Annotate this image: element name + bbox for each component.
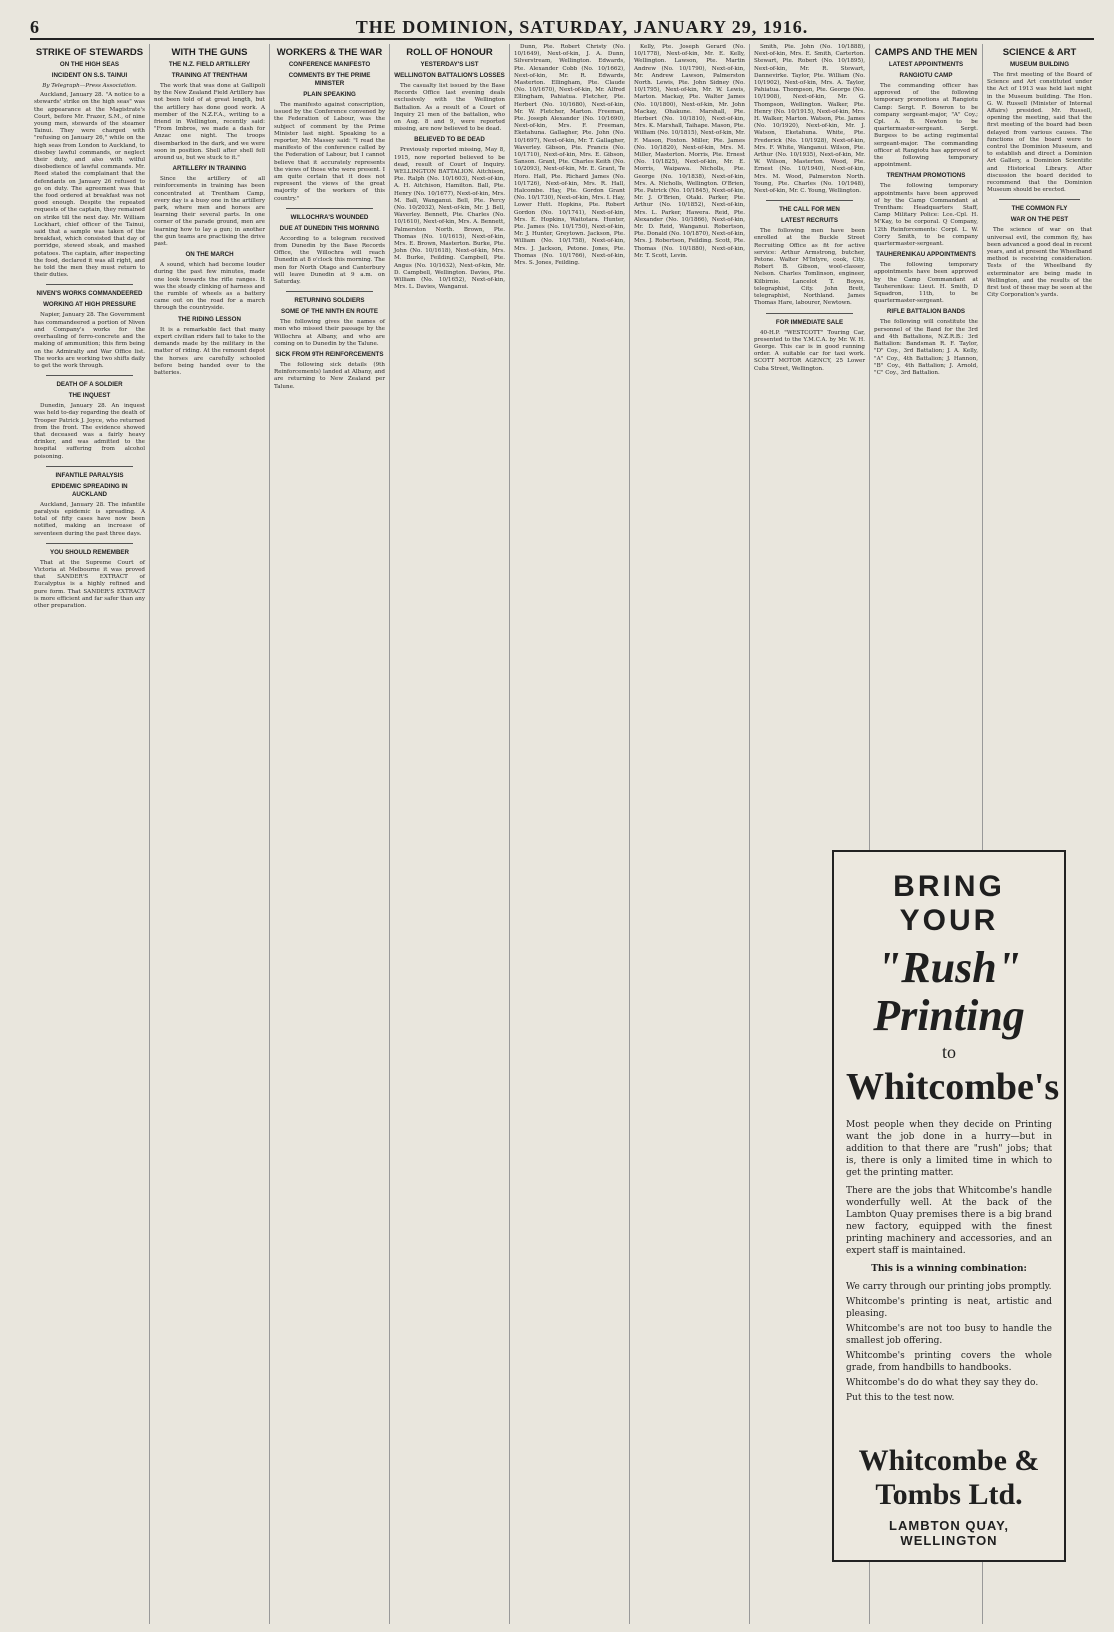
headline-camps: CAMPS AND THE MEN	[874, 47, 978, 58]
ad-list-item: Whitcombe's do do what they say they do.	[846, 1378, 1039, 1388]
column-4	[390, 44, 510, 1624]
subhead: DUE AT DUNEDIN THIS MORNING	[279, 224, 380, 232]
column-6	[630, 44, 750, 1624]
article-text: The first meeting of the Board of Science and Art constituted under the Act of 1913 was held last night in the Museum building. The Hon. G. W. Russell (Minister of Internal Affairs) presided. Mr. Russell, opening the meeting, said that the first meeting of the board had been delayed from various causes. The functions of the board were to control the Dominion Museum, and to establish and direct a Dominion Art Gallery, a Dominion Scientific and Historical Library. After discussion the board decided to recommend that the Dominion Museum should be erected.	[987, 72, 1092, 194]
article-text: Auckland, January 28. "A notice to a stewards' strike on the high seas" was the appearance at the Magistrate's Court, before Mr. Frazer, S.M., of nine young men, stewards of the steamer Tainui. They were charged with "refusing on January 26," while on the high seas from London to Auckland, to disobey lawful commands, or neglect their duty, and also with wilful disobedience of lawful commands. Mr. Reed stated the complainant that the defendants on January 26 refused to go on duty. The agreement was that the food ordered at breakfast was not good enough. Despite the repeated requests of the captain, they remained on strike till the next day. Mr. William Lockhart, chief officer of the Tainui, said that a sample was taken of the breakfast, which consisted that day of porridge, stewed steak, and mashed potatoes. The captain, after inspecting the food, declared it was all right, and he told the men they must return to their duties.	[34, 92, 145, 279]
headline-strike: STRIKE OF STEWARDS	[35, 47, 144, 58]
article-text: The following sick details (9th Reinforcements) landed at Albany, and are returning to New Zealand per Talune.	[274, 362, 385, 390]
subhead: WELLINGTON BATTALION'S LOSSES	[394, 72, 505, 79]
ad-list	[846, 1281, 1052, 1404]
article-text: The work that was done at Gallipoli by the New Zealand Field Artillery has not been told of at great length, but the artillery has done good work. A member of the N.Z.F.A., writing to a friend in Wellington, recently said: "From Imbros, we made a dash for Anzac one night. The troops disembarked in the dark, and we were soon in position. Shell after shell fell around us, but we stuck to it."	[154, 83, 265, 162]
subhead: RETURNING SOLDIERS	[294, 297, 365, 305]
divider	[46, 543, 133, 544]
article-text: That at the Supreme Court of Victoria at Melbourne it was proved that SANDER'S EXTRACT of Eucalyptus is a highly refined and pure form. That SANDER'S EXTRACT is more efficient and far safer than any other preparation.	[34, 559, 145, 609]
divider	[46, 375, 133, 376]
article-text: The following men have been enrolled at the Buckle Street Recruiting Office as fit for active service: Arthur Armstrong, butcher, Petone. Walter M'Intyre, cook, City. Robert B. Gibson, wool-classer, Nelson. Charles Tomlinson, engineer, Kilbirnie. Lancelot T. Boyes, telegraphist, City. John Brett, telegraphist, Northland. James Thomas Hare, labourer, Newtown.	[754, 228, 865, 307]
article-text: A sound, which had become louder during the past few minutes, made one look towards the rifle ranges. It was the steady clinking of harness and the rumble of wheels as a battery came out on the road for a march through the countryside.	[154, 262, 265, 312]
subhead: LATEST APPOINTMENTS	[888, 61, 964, 68]
subhead: THE CALL FOR MEN	[779, 206, 840, 214]
ad-paragraph: There are the jobs that Whitcombe's handle wonderfully well. At the back of the Lambton Quay premises there is a big brand new factory, equipped with the finest printing machinery and accessories, and an expert staff is maintained.	[846, 1186, 1052, 1256]
subhead: YOU SHOULD REMEMBER	[49, 548, 130, 556]
subhead: BELIEVED TO BE DEAD	[414, 136, 485, 144]
subhead: EPIDEMIC SPREADING IN AUCKLAND	[51, 482, 128, 498]
subhead: INCIDENT ON S.S. TAINUI	[51, 72, 128, 79]
ad-whitcombes: Whitcombe's	[846, 1066, 1060, 1108]
casualty-list: Smith, Pte. John (No. 10/1888), Next-of-kin, Mrs. E. Smith, Carterton. Stewart, Pte. Robert (No. 10/1895), Next-of-kin, Mr. R. Stewart, Dannevirke. Taylor, Pte. William (No. 10/1902), Next-of-kin, Mrs. A. Taylor, Pahiatua. Thompson, Pte. George (No. 10/1908), Next-of-kin, Mr. G. Thompson, Wellington. Walker, Pte. Henry (No. 10/1915), Next-of-kin, Mrs. H. Walker, Marton. Watson, Pte. James (No. 10/1920), Next-of-kin, Mr. J. Watson, Eketahuna. White, Pte. Frederick (No. 10/1928), Next-of-kin, Mrs. F. White, Wanganui. Wilson, Pte. Arthur (No. 10/1935), Next-of-kin, Mr. W. Wilson, Masterton. Wood, Pte. Ernest (No. 10/1940), Next-of-kin, Mrs. M. Wood, Palmerston North. Young, Pte. Charles (No. 10/1948), Next-of-kin, Mr. C. Young, Wellington.	[754, 44, 865, 195]
newspaper-title: THE DOMINION, SATURDAY, JANUARY 29, 1916.	[355, 17, 809, 37]
article-text: The casualty list issued by the Base Records Office last evening deals exclusively with the Wellington Battalion. As a result of a Court of Inquiry 21 men of the battalion, who on Aug. 8 and 9, were reported missing, are now believed to be dead.	[394, 83, 505, 133]
casualty-list: Previously reported missing, May 8, 1915, now reported believed to be dead, result of Court of Inquiry. WELLINGTON BATTALION. Aitchison, Pte. Ralph (No. 10/1603), Next-of-kin, A. H. Aitchison, Hamilton. Ball, Pte. Henry (No. 10/1677), Next-of-kin, Mrs. M. Ball, Wanganui. Bell, Pte. Percy (No. 10/2032), Next-of-kin, Mr. J. Bell, Waverley. Bennett, Pte. Charles (No. 10/1610), Next-of-kin, Mrs. A. Bennett, Palmerston North. Brown, Pte. Thomas (No. 10/1615), Next-of-kin, Mrs. E. Brown, Masterton. Burke, Pte. John (No. 10/1618), Next-of-kin, Mrs. M. Burke, Feilding. Campbell, Pte. Angus (No. 10/1632), Next-of-kin, Mr. D. Campbell, Wellington. Davies, Pte. William (No. 10/1652), Next-of-kin, Mrs. L. Davies, Wanganui.	[394, 147, 505, 291]
subhead: INFANTILE PARALYSIS	[55, 471, 124, 479]
subhead: NIVEN'S WORKS COMMANDEERED	[36, 290, 143, 298]
article-text: Auckland, January 28. The infantile paralysis epidemic is spreading. A total of fifty cases have now been notified, making an increase of seventeen during the past three days.	[34, 501, 145, 537]
ad-list-item: Whitcombe's printing is neat, artistic and pleasing.	[846, 1297, 1052, 1319]
article-text: The following will constitute the personnel of the Band for the 3rd and 4th Battalions, N.Z.R.B.: 3rd Battalion: Bandsman R. F. Taylor, "D" Coy., 3rd Battalion; J. A. Kelly, "A" Coy., 4th Battalion; J. Hannon, "B" Coy., 4th Battalion; J. Arnold, "C" Coy., 3rd Battalion.	[874, 319, 978, 376]
subhead: THE COMMON FLY	[1011, 205, 1068, 213]
article-text: Dunedin, January 28. An inquest was held to-day regarding the death of Trooper Patrick J. Joyce, who returned from the front. The evidence showed that deceased was a fairly heavy drinker, and was admitted to the hospital suffering from alcohol poisoning.	[34, 403, 145, 460]
ad-to: to	[941, 1042, 956, 1062]
article-text: According to a telegram received from Dunedin by the Base Records Office, the Willochra will reach Dunedin at 8 o'clock this morning. The men for North Otago and Canterbury will leave Dunedin at 9 a.m. on Saturday.	[274, 235, 385, 286]
divider	[999, 199, 1080, 200]
subhead: CONFERENCE MANIFESTO	[288, 61, 371, 68]
column-1	[30, 44, 150, 1624]
headline-roll-of-honour: ROLL OF HONOUR	[406, 47, 493, 58]
ad-company-name: Whitcombe & Tombs Ltd.	[858, 1444, 1040, 1511]
classified-ad: 40-H.P. "WESTCOTT" Touring Car, presented to the Y.M.C.A. by Mr. W. H. George. This car is in good running order. A suitable car for taxi work. SCOTT MOTOR AGENCY, 25 Lower Cuba Street, Wellington.	[754, 329, 865, 372]
column-2	[150, 44, 270, 1624]
ad-company-address: LAMBTON QUAY, WELLINGTON	[889, 1518, 1009, 1548]
ad-rush-printing: "Rush" Printing	[873, 943, 1025, 1040]
ad-list-item: Whitcombe's printing covers the whole grade, from handbills to handbooks.	[846, 1351, 1052, 1373]
whitcombe-advertisement	[832, 850, 1066, 1562]
subhead: RIFLE BATTALION BANDS	[886, 308, 966, 316]
subhead: WAR ON THE PEST	[1010, 216, 1069, 224]
subhead: TRENTHAM PROMOTIONS	[886, 172, 966, 180]
article-text: The following temporary appointments have been approved by the Camp Commandant at Tauherenikau: Lieut. H. Smith, D Squadron, 11th, to be quartermaster-sergeant.	[874, 262, 978, 305]
headline-guns: WITH THE GUNS	[171, 47, 248, 58]
ad-paragraph: This is a winning combination:	[871, 1264, 1027, 1274]
byline: By Telegraph—Press Association.	[42, 83, 137, 89]
ad-paragraph: Most people when they decide on Printing want the job done in a hurry—but in addition to that there are "rush" jobs; that is, there is only a limited time in which to get the printing matter.	[846, 1120, 1052, 1178]
subhead: WILLOCHRA'S WOUNDED	[290, 213, 369, 221]
divider	[46, 284, 133, 285]
ad-list-item: Whitcombe's are not too busy to handle the smallest job offering.	[846, 1324, 1052, 1346]
divider	[46, 466, 133, 467]
subhead: ON THE MARCH	[185, 251, 234, 259]
ad-list-item: We carry through our printing jobs promptly.	[846, 1282, 1052, 1292]
article-text: Napier, January 28. The Government has commandeered a portion of Niven and Company's works for the overhauling of ferro-concrete and the making of ammunition; this firm being on the Admiralty and War Office list. The works are working two shifts daily to get the work through.	[34, 312, 145, 369]
article-text: The following gives the names of men who missed their passage by the Willochra at Albany, and who are coming on to Dunedin by the Talune.	[274, 319, 385, 347]
column-5	[510, 44, 630, 1624]
subhead: FOR IMMEDIATE SALE	[775, 318, 844, 326]
subhead: YESTERDAY'S LIST	[420, 61, 479, 68]
subhead: THE INQUEST	[68, 392, 111, 400]
column-3	[270, 44, 390, 1624]
article-text: The science of war on that universal evil, the common fly, has been advanced a good deal in recent years, and at present the Wheelband method is receiving consideration. Tests of the Wheelband fly exterminator are being made in Wellington, and the results of the first test of these may be seen at the City Corporation's yards.	[987, 227, 1092, 299]
article-text: The following temporary appointments have been approved of by the Camp Commandant at Trentham: Headquarters Staff, Camp Military Police: Lce.-Cpl. H. M'Kay, to be corporal. Q Company, 12th Reinforcements: Corpl. L. W. Corry Smith, to be company quartermaster-sergeant.	[874, 183, 978, 248]
article-text: Since the artillery of all reinforcements in training has been concentrated at Trentham Camp, every day is a busy one in the artillery park, where men and horses are learning their several parts. In one corner of the parade ground, men are learning how to lay a gun; in another the gun teams are practising the drive past.	[154, 176, 265, 248]
subhead: THE RIDING LESSON	[178, 315, 241, 323]
subhead: PLAIN SPEAKING	[303, 91, 356, 98]
headline-workers: WORKERS & THE WAR	[276, 47, 383, 58]
subhead: TRAINING AT TRENTHAM	[171, 72, 248, 79]
subhead: WORKING AT HIGH PRESSURE	[43, 301, 136, 309]
subhead: MUSEUM BUILDING	[1009, 61, 1070, 68]
article-text: The manifesto against conscription, issued by the Conference convened by the Federation of Labour, was the subject of comment by the Prime Minister last night. Speaking to a reporter, Mr. Massey said: "I read the manifesto of the conference called by the Federation of Labour, but I cannot believe that it accurately represents the views of those who were present. I am quite certain that it does not represent the views of the great majority of the workers of this country."	[274, 102, 385, 202]
subhead: ON THE HIGH SEAS	[59, 61, 120, 68]
subhead: DEATH OF A SOLDIER	[56, 381, 123, 389]
subhead: LATEST RECRUITS	[781, 217, 838, 225]
casualty-list: Dunn, Pte. Robert Christy (No. 10/1649), Next-of-kin, J. A. Dunn, Silverstream, Wellington. Edwards, Pte. Alexander Cobb (No. 10/1662), Next-of-kin, Mr. R. Edwards, Masterton. Ellingham, Pte. Claude (No. 10/1670), Next-of-kin, Mr. Alfred Ellingham, Pahiatua. Fletcher, Pte. Herbert (No. 10/1680), Next-of-kin, Mr. W. Fletcher, Marton. Freeman, Pte. Joseph Alexander (No. 10/1690), Next-of-kin, Mrs. F. Freeman, Eketahuna. Gallagher, Pte. John (No. 10/1697), Next-of-kin, Mr. T. Gallagher, Waverley. Gibson, Pte. Francis (No. 10/1710), Next-of-kin, Mrs. E. Gibson, Sanson. Grant, Pte. Charles Keith (No. 10/2093), Next-of-kin, Mr. E. Grant, Te Horo. Hall, Pte. Richard James (No. 10/1726), Next-of-kin, Mrs. R. Hall, Halcombe. Hay, Pte. Gordon Grant (No. 10/1730), Next-of-kin, Mrs. I. Hay, Lower Hutt. Hopkins, Pte. Robert Gordon (No. 10/1741), Next-of-kin, Mrs. E. Hopkins, Waitotara. Hunter, Pte. James (No. 10/1750), Next-of-kin, Mr. J. Hunter, Greytown. Jackson, Pte. William (No. 10/1758), Next-of-kin, Mrs. J. Jackson, Petone. Jones, Pte. Thomas (No. 10/1766), Next-of-kin, Mrs. S. Jones, Feilding.	[514, 44, 625, 267]
divider	[286, 208, 373, 209]
subhead: SICK FROM 9TH REINFORCEMENTS	[275, 351, 384, 359]
subhead: TAUHERENIKAU APPOINTMENTS	[876, 251, 976, 259]
subhead: RANGIOTU CAMP	[899, 72, 953, 79]
headline-science: SCIENCE & ART	[1002, 47, 1077, 58]
article-text: The commanding officer has approved of the following temporary promotions at Rangiotu Camp: Sergt. F. Bowron to be company sergeant-major, "A" Coy.; Cpl. A. B. Newton to be quartermaster-sergeant. Sergt. Burgess to be acting regimental sergeant-major. The commanding officer at Rangiotu has approved of the following temporary appointment.	[874, 83, 978, 169]
ad-body	[846, 1119, 1052, 1404]
masthead	[30, 10, 1094, 40]
divider	[286, 291, 373, 292]
ad-bring-your: BRING YOUR	[893, 870, 1005, 937]
divider	[766, 313, 853, 314]
subhead: ARTILLERY IN TRAINING	[172, 165, 247, 173]
article-text: It is a remarkable fact that many expert civilian riders fail to take to the demands made by the military in the matter of riding. At the remount depot the horses are carefully schooled before being handed over to the batteries.	[154, 326, 265, 376]
divider	[766, 200, 853, 201]
page-number: 6	[30, 17, 39, 37]
subhead: COMMENTS BY THE PRIME MINISTER	[288, 72, 371, 87]
casualty-list: Kelly, Pte. Joseph Gerard (No. 10/1778), Next-of-kin, Mr. E. Kelly, Wellington. Lawson, Pte. Martin Andrew (No. 10/1790), Next-of-kin, Mr. Andrew Lawson, Palmerston North. Lewis, Pte. John Sidney (No. 10/1795), Next-of-kin, Mr. W. Lewis, Marton. Mackay, Pte. Walter James (No. 10/1800), Next-of-kin, Mr. John Mackay, Ohakune. Marshall, Pte. Herbert (No. 10/1810), Next-of-kin, Mrs. K. Marshall, Taihape. Mason, Pte. William (No. 10/1815), Next-of-kin, Mr. F. Mason, Foxton. Miller, Pte. James (No. 10/1820), Next-of-kin, Mrs. M. Miller, Masterton. Morris, Pte. Ernest (No. 10/1825), Next-of-kin, Mr. E. Morris, Waipawa. Nicholls, Pte. George (No. 10/1838), Next-of-kin, Mrs. A. Nicholls, Wellington. O'Brien, Pte. Patrick (No. 10/1845), Next-of-kin, Mr. J. O'Brien, Otaki. Parker, Pte. Arthur (No. 10/1852), Next-of-kin, Mrs. L. Parker, Hawera. Reid, Pte. Alexander (No. 10/1866), Next-of-kin, Mr. D. Reid, Wanganui. Robertson, Pte. Donald (No. 10/1870), Next-of-kin, Mrs. J. Robertson, Feilding. Scott, Pte. Thomas (No. 10/1880), Next-of-kin, Mr. T. Scott, Levin.	[634, 44, 745, 259]
subhead: THE N.Z. FIELD ARTILLERY	[168, 61, 251, 68]
subhead: SOME OF THE NINTH EN ROUTE	[281, 308, 378, 316]
ad-list-item: Put this to the test now.	[846, 1393, 955, 1403]
